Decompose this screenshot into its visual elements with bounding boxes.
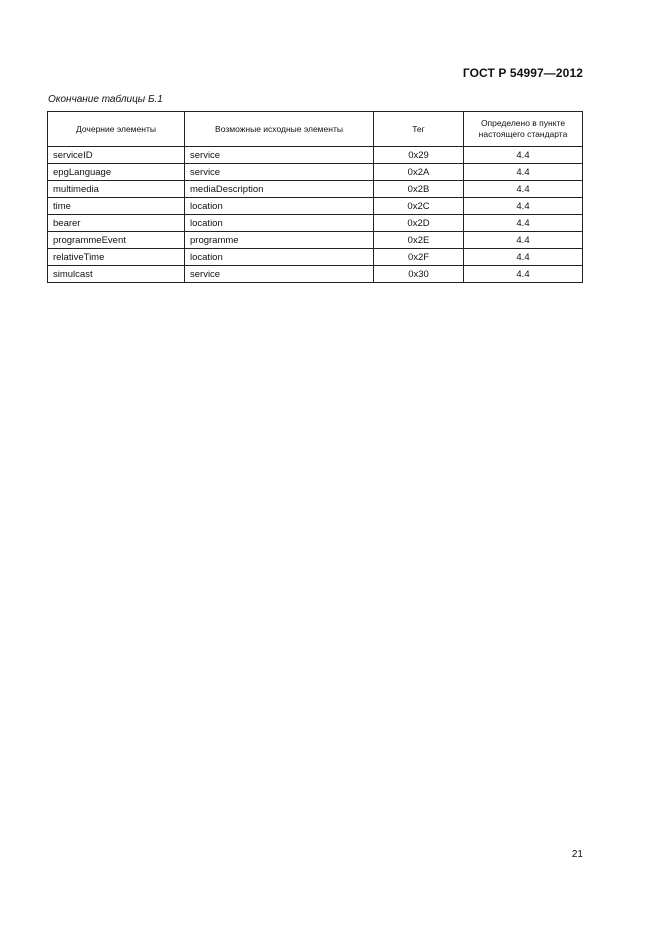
table-row (48, 147, 583, 164)
standard-designation: ГОСТ Р 54997—2012 (462, 66, 583, 80)
cell-tag: 0x2B (374, 181, 464, 198)
cell-child-element: serviceID (48, 147, 185, 164)
cell-defined-in: 4.4 (464, 215, 583, 232)
elements-table (47, 111, 583, 283)
table-row (48, 232, 583, 249)
cell-parent-element: location (185, 249, 374, 266)
cell-child-element: relativeTime (48, 249, 185, 266)
cell-parent-element: location (185, 198, 374, 215)
cell-tag: 0x2D (374, 215, 464, 232)
table-row (48, 266, 583, 283)
header-child-elements: Дочерние элементы (48, 112, 185, 147)
cell-tag: 0x29 (374, 147, 464, 164)
cell-defined-in: 4.4 (464, 181, 583, 198)
cell-child-element: time (48, 198, 185, 215)
cell-parent-element: service (185, 164, 374, 181)
table-row (48, 198, 583, 215)
page-number: 21 (571, 849, 583, 860)
table-row (48, 215, 583, 232)
cell-parent-element: programme (185, 232, 374, 249)
table-caption: Окончание таблицы Б.1 (48, 94, 163, 105)
header-tag: Тег (374, 112, 464, 147)
cell-parent-element: service (185, 147, 374, 164)
cell-parent-element: location (185, 215, 374, 232)
cell-tag: 0x30 (374, 266, 464, 283)
cell-defined-in: 4.4 (464, 147, 583, 164)
table-row (48, 181, 583, 198)
cell-defined-in: 4.4 (464, 164, 583, 181)
cell-child-element: epgLanguage (48, 164, 185, 181)
header-defined-in: Определено в пункте настоящего стандарта (464, 112, 583, 147)
cell-defined-in: 4.4 (464, 249, 583, 266)
cell-child-element: simulcast (48, 266, 185, 283)
cell-parent-element: mediaDescription (185, 181, 374, 198)
cell-defined-in: 4.4 (464, 198, 583, 215)
cell-child-element: bearer (48, 215, 185, 232)
cell-tag: 0x2A (374, 164, 464, 181)
cell-parent-element: service (185, 266, 374, 283)
table-header-row (48, 112, 583, 147)
cell-tag: 0x2C (374, 198, 464, 215)
cell-child-element: programmeEvent (48, 232, 185, 249)
header-parent-elements: Возможные исходные элементы (185, 112, 374, 147)
table-row (48, 249, 583, 266)
cell-defined-in: 4.4 (464, 266, 583, 283)
table-row (48, 164, 583, 181)
cell-defined-in: 4.4 (464, 232, 583, 249)
cell-tag: 0x2F (374, 249, 464, 266)
cell-child-element: multimedia (48, 181, 185, 198)
cell-tag: 0x2E (374, 232, 464, 249)
